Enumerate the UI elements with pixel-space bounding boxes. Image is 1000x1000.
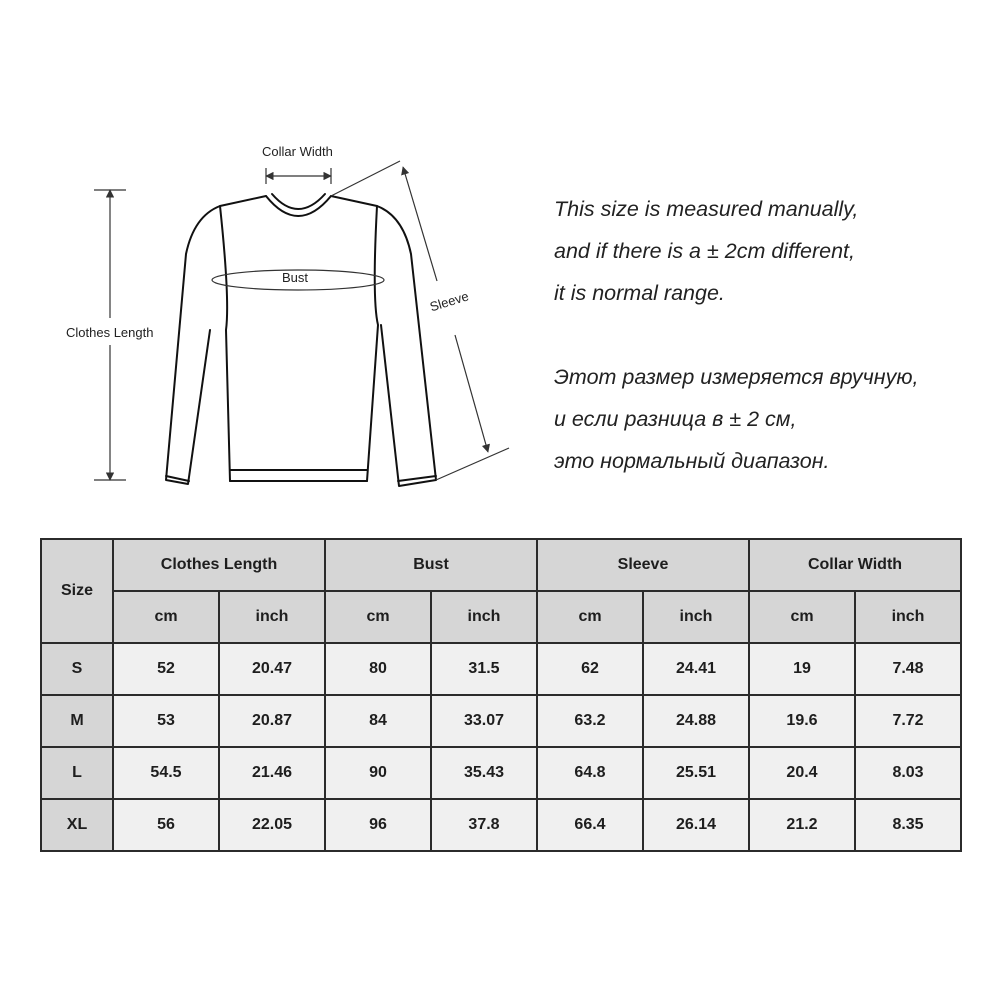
note-line-ru-3: это нормальный диапазон. (554, 449, 830, 473)
group-header-sleeve: Sleeve (537, 539, 749, 591)
size-column-header: Size (41, 539, 113, 643)
unit-header-inch: inch (219, 591, 325, 643)
group-header-collar-width: Collar Width (749, 539, 961, 591)
group-header-bust: Bust (325, 539, 537, 591)
table-cell: 7.72 (855, 695, 961, 747)
collar-width-label: Collar Width (262, 144, 333, 159)
table-row (41, 695, 961, 747)
size-cell: M (41, 695, 113, 747)
table-cell: 7.48 (855, 643, 961, 695)
unit-header-cm: cm (113, 591, 219, 643)
sleeve-label: Sleeve (428, 288, 471, 315)
table-cell: 53 (113, 695, 219, 747)
measurement-note (554, 188, 919, 482)
table-cell: 80 (325, 643, 431, 695)
table-cell: 19.6 (749, 695, 855, 747)
table-cell: 64.8 (537, 747, 643, 799)
table-cell: 90 (325, 747, 431, 799)
table-cell: 20.87 (219, 695, 325, 747)
unit-header-cm: cm (325, 591, 431, 643)
table-cell: 37.8 (431, 799, 537, 851)
size-cell: S (41, 643, 113, 695)
table-row (41, 643, 961, 695)
note-line-en-1: This size is measured manually, (554, 197, 859, 221)
table-cell: 22.05 (219, 799, 325, 851)
table-cell: 33.07 (431, 695, 537, 747)
bust-label: Bust (282, 270, 309, 285)
clothes-length-label: Clothes Length (66, 325, 154, 340)
size-rows (41, 643, 961, 851)
table-cell: 96 (325, 799, 431, 851)
table-cell: 8.35 (855, 799, 961, 851)
table-cell: 66.4 (537, 799, 643, 851)
table-row (41, 799, 961, 851)
table-cell: 20.47 (219, 643, 325, 695)
table-cell: 21.46 (219, 747, 325, 799)
size-chart-table (40, 538, 962, 852)
size-cell: L (41, 747, 113, 799)
garment-diagram (0, 0, 540, 520)
table-cell: 56 (113, 799, 219, 851)
table-cell: 20.4 (749, 747, 855, 799)
group-header-clothes-length: Clothes Length (113, 539, 325, 591)
unit-header-inch: inch (855, 591, 961, 643)
unit-header-inch: inch (431, 591, 537, 643)
shirt-outline (166, 194, 436, 486)
table-cell: 54.5 (113, 747, 219, 799)
note-line-ru-1: Этот размер измеряется вручную, (554, 365, 919, 389)
table-cell: 62 (537, 643, 643, 695)
table-cell: 35.43 (431, 747, 537, 799)
note-line-ru-2: и если разница в ± 2 см, (554, 407, 797, 431)
table-cell: 24.88 (643, 695, 749, 747)
note-line-en-2: and if there is a ± 2cm different, (554, 239, 855, 263)
table-cell: 63.2 (537, 695, 643, 747)
unit-header-cm: cm (537, 591, 643, 643)
table-cell: 21.2 (749, 799, 855, 851)
table-cell: 19 (749, 643, 855, 695)
table-cell: 26.14 (643, 799, 749, 851)
table-cell: 25.51 (643, 747, 749, 799)
note-line-en-3: it is normal range. (554, 281, 725, 305)
table-cell: 52 (113, 643, 219, 695)
table-cell: 24.41 (643, 643, 749, 695)
table-cell: 8.03 (855, 747, 961, 799)
long-sleeve-shirt-illustration (0, 0, 540, 520)
unit-header-cm: cm (749, 591, 855, 643)
table-cell: 84 (325, 695, 431, 747)
unit-header-inch: inch (643, 591, 749, 643)
table-cell: 31.5 (431, 643, 537, 695)
table-row (41, 747, 961, 799)
size-cell: XL (41, 799, 113, 851)
